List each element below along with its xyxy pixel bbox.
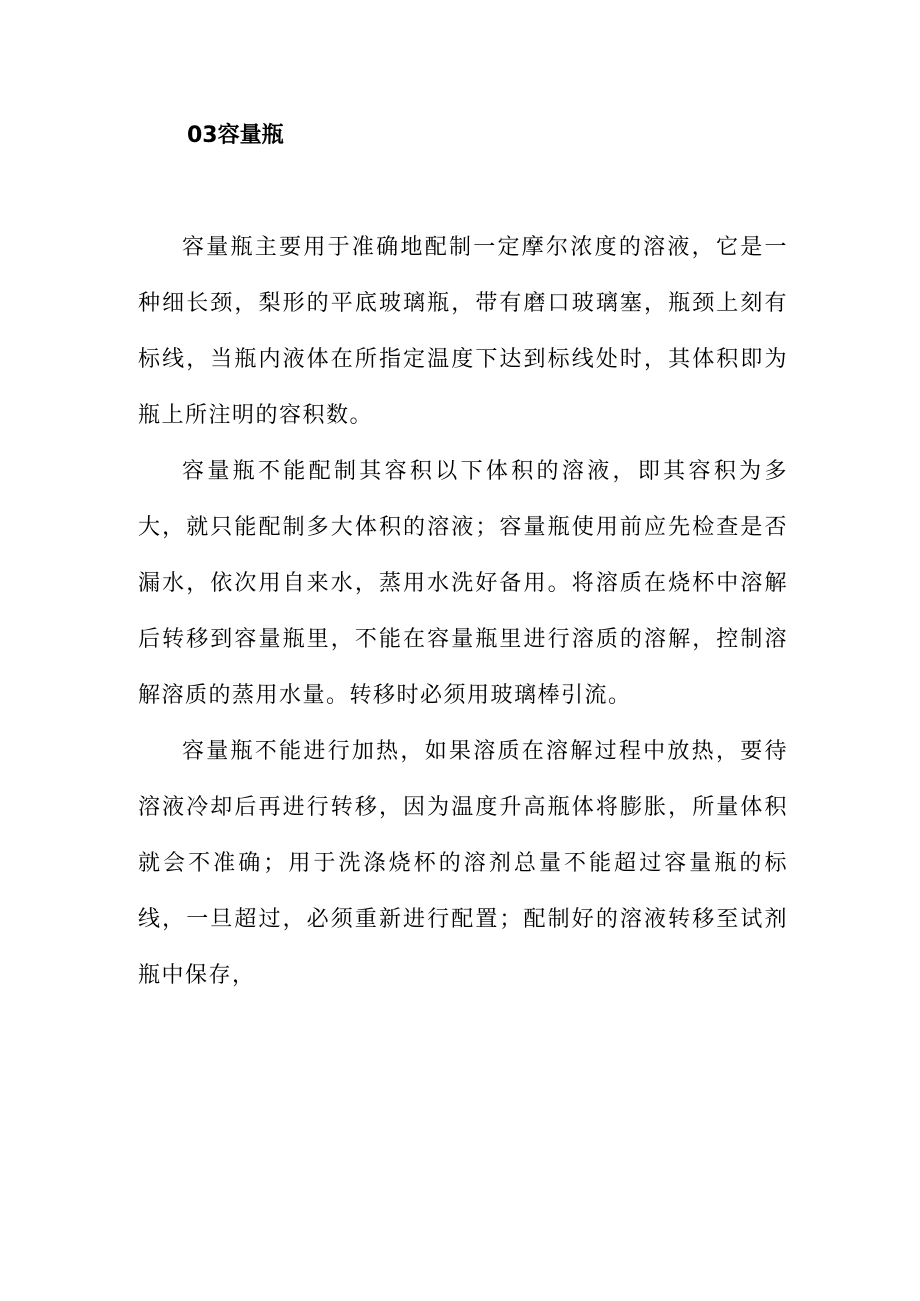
paragraph-2: 容量瓶不能配制其容积以下体积的溶液，即其容积为多大，就只能配制多大体积的溶液；容量瓶使用前应先检查是否漏水，依次用自来水，蒸用水洗好备用。将溶质在烧杯中溶解后转移到容量瓶里，不能在容量瓶里进行溶质的溶解，控制溶解溶质的蒸用水量。转移时必须用玻璃棒引流。 bbox=[138, 459, 788, 708]
document-body bbox=[138, 220, 788, 1004]
section-heading: 03容量瓶 bbox=[187, 123, 284, 148]
paragraph-3: 容量瓶不能进行加热，如果溶质在溶解过程中放热，要待溶液冷却后再进行转移，因为温度升高瓶体将膨胀，所量体积就会不准确；用于洗涤烧杯的溶剂总量不能超过容量瓶的标线，一旦超过，必须重新进行配置；配制好的溶液转移至试剂瓶中保存， bbox=[138, 739, 788, 988]
paragraph-1: 容量瓶主要用于准确地配制一定摩尔浓度的溶液，它是一种细长颈，梨形的平底玻璃瓶，带有磨口玻璃塞，瓶颈上刻有标线，当瓶内液体在所指定温度下达到标线处时，其体积即为瓶上所注明的容积数。 bbox=[138, 235, 788, 428]
